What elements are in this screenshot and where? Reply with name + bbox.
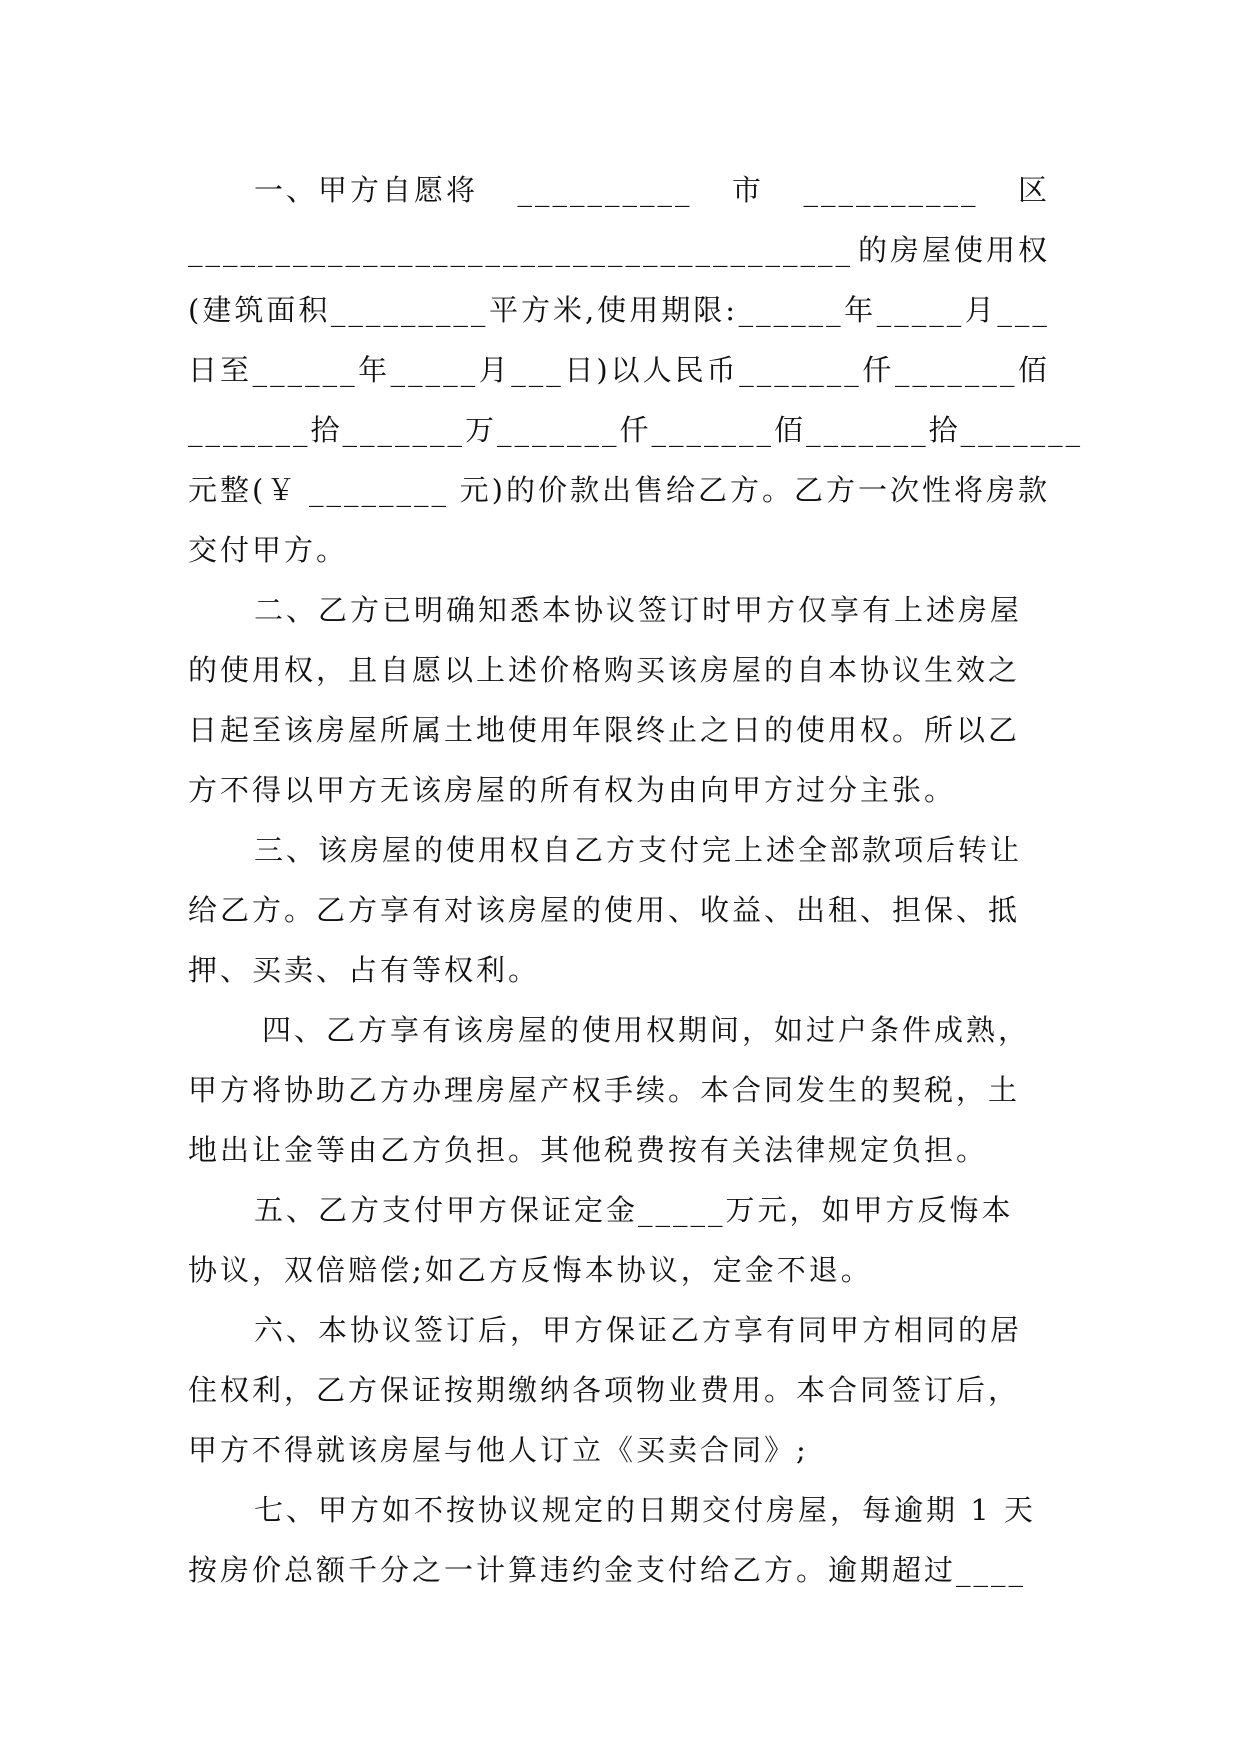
blank-amount-figure: ________ (309, 473, 449, 507)
clause-1-line-5 (188, 400, 1084, 460)
clause-3 (188, 820, 1050, 1000)
blank-district: __________ (803, 173, 979, 207)
text-segment: 五、乙方支付甲方保证定金 (254, 1193, 639, 1227)
clause-5-line-2 (188, 1240, 1050, 1300)
blank-amount: _______ (342, 413, 466, 447)
text-segment: 一、甲方自愿将 (254, 173, 479, 207)
blank-month: _____ (876, 293, 965, 327)
text-segment: 交付甲方。 (188, 533, 349, 567)
clause-1-line-1 (188, 160, 1050, 220)
blank-deposit: _____ (638, 1193, 726, 1227)
text-segment: 日至 (188, 353, 253, 387)
text-segment: 拾 (928, 413, 961, 447)
text-segment: 拾 (310, 413, 343, 447)
text-segment: 的使用权，且自愿以上述价格购买该房屋的自本协议生效之 (188, 653, 1021, 687)
text-segment: 方不得以甲方无该房屋的所有权为由向甲方过分主张。 (188, 773, 957, 807)
clause-6 (188, 1300, 1050, 1480)
clause-5-line-1 (188, 1180, 1050, 1240)
text-segment: 市 (731, 173, 764, 207)
text-segment: 地出让金等由乙方负担。其他税费按有关法律规定负担。 (188, 1133, 989, 1167)
text-segment: 按房价总额千分之一计算违约金支付给乙方。逾期超过 (188, 1553, 957, 1587)
clause-4-line-2 (188, 1060, 1050, 1120)
blank-amount: _______ (497, 413, 620, 447)
text-segment: 万 (465, 413, 498, 447)
text-segment: 佰 (774, 413, 807, 447)
text-segment: 万元，如甲方反悔本 (725, 1193, 1014, 1227)
blank-amount: _______ (739, 353, 862, 387)
clause-1-line-4 (188, 340, 1050, 400)
text-segment: 仟 (862, 353, 895, 387)
text-segment: 日起至该房屋所属土地使用年限终止之日的使用权。所以乙 (188, 713, 1021, 747)
blank-day: ___ (511, 353, 564, 387)
text-segment: 六、本协议签订后，甲方保证乙方享有同甲方相同的居 (254, 1313, 1023, 1347)
blank-amount: _______ (960, 413, 1084, 447)
clause-6-line-2 (188, 1360, 1050, 1420)
blank-year: ______ (252, 353, 358, 387)
clause-5 (188, 1180, 1050, 1300)
clause-7-line-2 (188, 1540, 1050, 1600)
text-segment: 区 (1017, 173, 1050, 207)
text-segment: 的房屋使用权 (857, 233, 1050, 267)
text-segment: 月 (478, 353, 511, 387)
blank-amount: _______ (894, 353, 1018, 387)
text-segment: 甲方不得就该房屋与他人订立《买卖合同》; (188, 1433, 809, 1467)
clause-6-line-3 (188, 1420, 1050, 1480)
text-segment: 给乙方。乙方享有对该房屋的使用、收益、出租、担保、抵 (188, 893, 1021, 927)
text-segment: 仟 (619, 413, 652, 447)
text-segment: 年 (358, 353, 391, 387)
clause-4-line-3 (188, 1120, 1050, 1180)
clause-2-line-3 (188, 700, 1050, 760)
clause-2-line-2 (188, 640, 1050, 700)
clause-4 (188, 1000, 1050, 1180)
blank-day: ___ (997, 293, 1050, 327)
clause-3-line-1 (188, 820, 1050, 880)
text-segment: 元整(￥ (188, 473, 299, 507)
text-segment: 四、乙方享有该房屋的使用权期间，如过户条件成熟， (262, 1013, 1031, 1047)
clause-4-line-1 (188, 1000, 1050, 1060)
clause-3-line-3 (188, 940, 1050, 1000)
clause-2 (188, 580, 1050, 820)
blank-address: ______________________________________ (188, 233, 853, 267)
clause-1-line-7 (188, 520, 1050, 580)
clause-1-line-6 (188, 460, 1050, 520)
clause-1 (188, 160, 1084, 580)
text-segment: 佰 (1017, 353, 1050, 387)
text-segment: 协议，双倍赔偿;如乙方反悔本协议，定金不退。 (188, 1253, 873, 1287)
blank-city: __________ (517, 173, 693, 207)
blank-area: _________ (330, 293, 489, 327)
blank-amount: _______ (188, 413, 311, 447)
text-segment: 三、该房屋的使用权自乙方支付完上述全部款项后转让 (254, 833, 1023, 867)
blank-amount: _______ (806, 413, 929, 447)
clause-6-line-1 (188, 1300, 1050, 1360)
clause-2-line-1 (188, 580, 1050, 640)
text-segment: 七、甲方如不按协议规定的日期交付房屋，每逾期 1 天 (254, 1493, 1036, 1527)
text-segment: (建筑面积 (188, 293, 331, 327)
text-segment: 甲方将协助乙方办理房屋产权手续。本合同发生的契税，土 (188, 1073, 1021, 1107)
contract-body (188, 160, 1084, 1600)
text-segment: 押、买卖、占有等权利。 (188, 953, 541, 987)
clause-2-line-4 (188, 760, 1050, 820)
clause-1-line-2 (188, 220, 1050, 280)
text-segment: 住权利，乙方保证按期缴纳各项物业费用。本合同签订后， (188, 1373, 1021, 1407)
clause-1-line-3 (188, 280, 1050, 340)
blank-amount: _______ (651, 413, 775, 447)
blank-year: ______ (738, 293, 844, 327)
clause-3-line-2 (188, 880, 1050, 940)
text-segment: 日)以人民币 (564, 353, 739, 387)
text-segment: 年 (844, 293, 877, 327)
text-segment: 月 (964, 293, 997, 327)
clause-7-line-1 (188, 1480, 1050, 1540)
text-segment: 元)的价款出售给乙方。乙方一次性将房款 (459, 473, 1050, 507)
blank-overdue-days: ____ (956, 1553, 1027, 1587)
clause-7 (188, 1480, 1050, 1600)
blank-month: _____ (390, 353, 479, 387)
text-segment: 二、乙方已明确知悉本协议签订时甲方仅享有上述房屋 (254, 593, 1023, 627)
text-segment: 平方米,使用期限: (488, 293, 738, 327)
